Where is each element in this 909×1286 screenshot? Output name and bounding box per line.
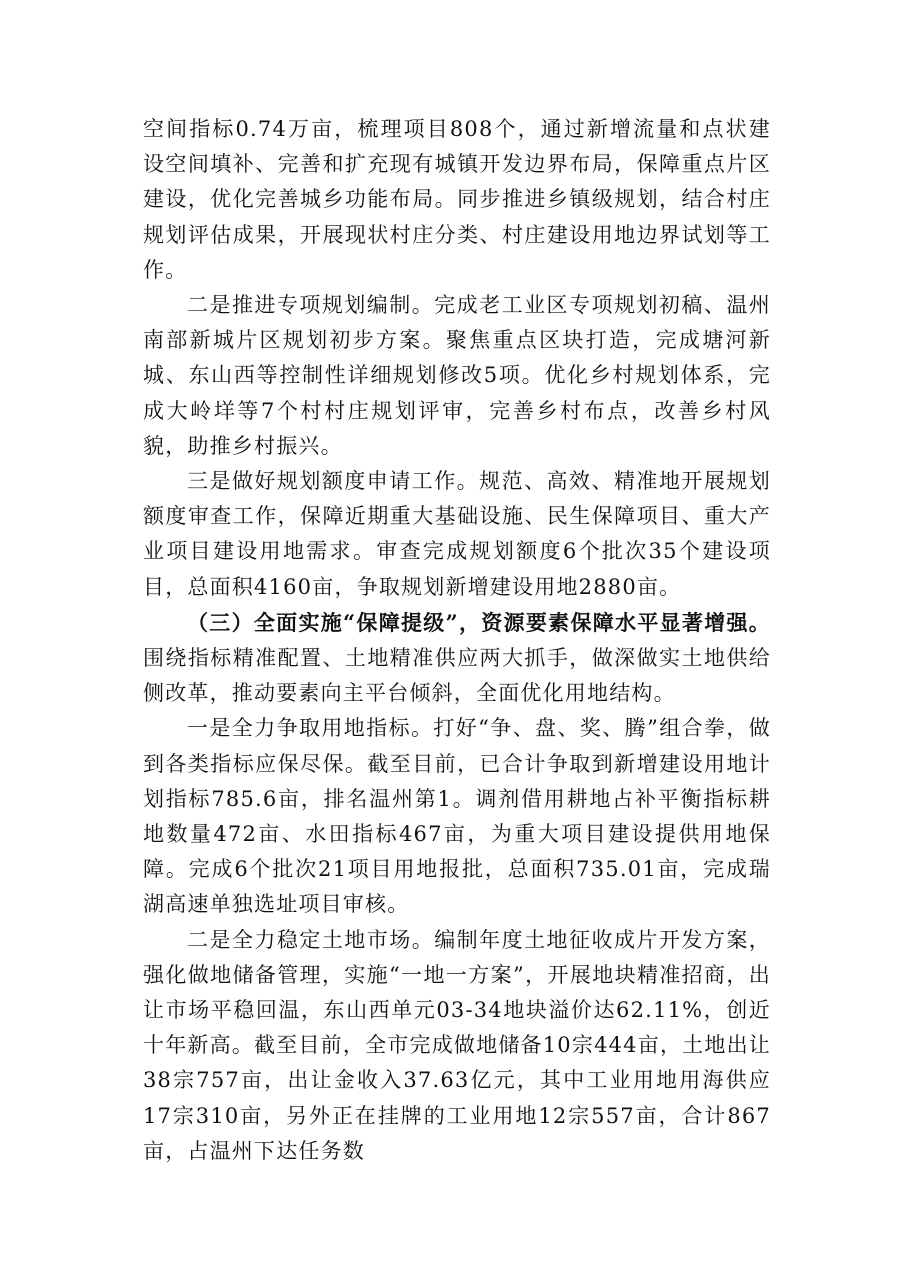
paragraph-planning-space xyxy=(143,112,771,288)
paragraph-text: 一是全力争取用地指标。打好“争、盘、奖、腾”组合拳，做到各类指标应保尽保。截至目前，已合计争取到新增建设用地计划指标785.6亩，排名温州第1。调剂借用耕地占补平衡指标耕地数量472亩、水田指标467亩，为重大项目建设提供用地保障。完成6个批次21项目用地报批，总面积735.01亩，完成瑞湖高速单独选址项目审核。 xyxy=(143,716,771,917)
paragraph-text: 二是全力稳定土地市场。编制年度土地征收成片开发方案，强化做地储备管理，实施“一地一方案”，开展地块精准招商，出让市场平稳回温，东山西单元03-34地块溢价达62.11%，创近十年新高。截至目前，全市完成做地储备10宗444亩，土地出让38宗757亩，出让金收入37.63亿元，其中工业用地用海供应17宗310亩，另外正在挂牌的工业用地12宗557亩，合计867亩，占温州下达任务数 xyxy=(143,927,771,1163)
paragraph-special-planning xyxy=(143,288,771,464)
paragraph-section-three xyxy=(143,605,771,712)
paragraph-land-indicators xyxy=(143,711,771,922)
paragraph-land-market xyxy=(143,923,771,1169)
paragraph-text: 围绕指标精准配置、土地精准供应两大抓手，做深做实土地供给侧改革，推动要素向主平台倾斜，全面优化用地结构。 xyxy=(143,646,771,706)
section-heading: （三）全面实施“保障提级”，资源要素保障水平显著增强。 xyxy=(187,609,771,635)
paragraph-text: 二是推进专项规划编制。完成老工业区专项规划初稿、温州南部新城片区规划初步方案。聚焦重点区块打造，完成塘河新城、东山西等控制性详细规划修改5项。优化乡村规划体系，完成大岭垟等7个村村庄规划评审，完善乡村布点，改善乡村风貌，助推乡村振兴。 xyxy=(143,293,771,458)
paragraph-text: 空间指标0.74万亩，梳理项目808个，通过新增流量和点状建设空间填补、完善和扩充现有城镇开发边界布局，保障重点片区建设，优化完善城乡功能布局。同步推进乡镇级规划，结合村庄规划评估成果，开展现状村庄分类、村庄建设用地边界试划等工作。 xyxy=(143,117,771,282)
paragraph-planning-quota xyxy=(143,464,771,605)
document-body xyxy=(143,112,771,1169)
paragraph-text: 三是做好规划额度申请工作。规范、高效、精准地开展规划额度审查工作，保障近期重大基础设施、民生保障项目、重大产业项目建设用地需求。审查完成规划额度6个批次35个建设项目，总面积4160亩，争取规划新增建设用地2880亩。 xyxy=(143,469,771,599)
